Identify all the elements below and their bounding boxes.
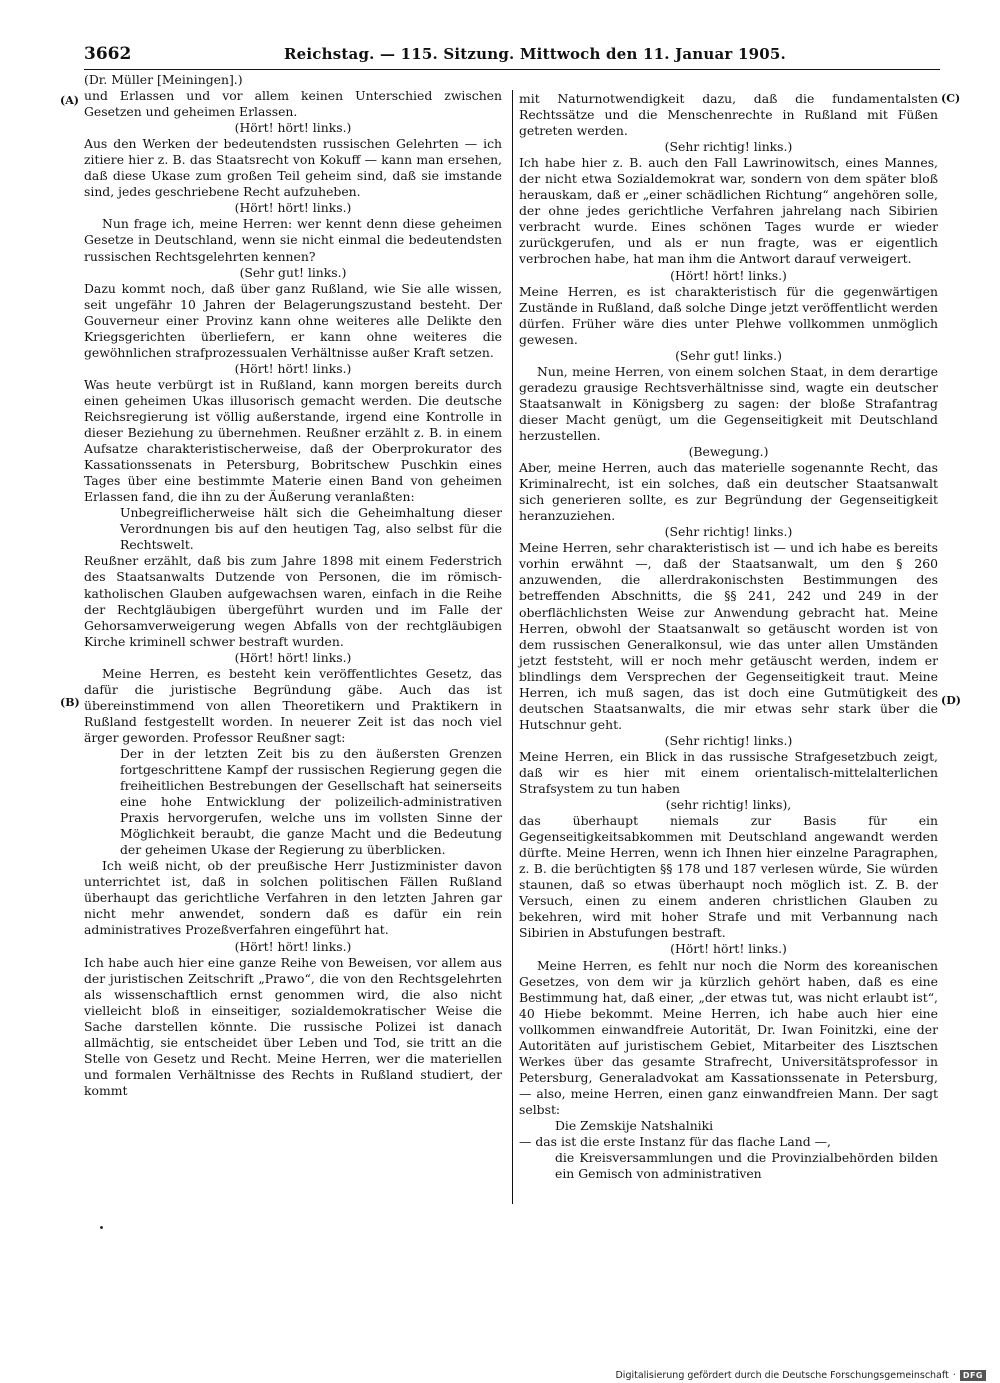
- paragraph: Ich habe auch hier eine ganze Reihe von Beweisen, vor allem aus der juristischen Zeitschrift „Prawo“, die von den Rechtsgelehrten als wissenschaftlich ernst genommen wird, die also nicht vielleicht bloß in einseitiger, sozialdemokratischer Weise die Sache darstellen könnte. Die russische Polizei ist danach allmächtig, sie entscheidet über Leben und Tod, sie tritt an die Stelle von Gesetz und Recht. Meine Herren, wer die materiellen und formalen Verhältnisse des Rechts in Rußland studiert, der kommt: [84, 954, 502, 1098]
- page-number: 3662: [84, 44, 132, 64]
- paragraph: Meine Herren, es fehlt nur noch die Norm des koreanischen Gesetzes, von dem wir ja kürzlich gehört haben, daß es eine Bestimmung hat, daß einer, „der etwas tut, was nicht erlaubt ist“, 40 Hiebe bekommt. Meine Herren, ich habe auch hier eine vollkommen einwandfreie Autorität, Dr. Iwan Foinitzki, eine der Autoritäten auf juristischem Gebiet, Mitarbeiter des Lisztschen Werkes über das gesamte Strafrecht, Universitätsprofessor in Petersburg, Generaladvokat am Kassationssenate in Petersburg, — also, meine Herren, einen ganz einwandfreien Mann. Der sagt selbst:: [519, 957, 938, 1117]
- interjection: (Hört! hört! links.): [234, 649, 352, 665]
- interjection: (Sehr richtig! links.): [664, 732, 793, 748]
- paragraph: Meine Herren, sehr charakteristisch ist — und ich habe es bereits vorhin erwähnt —, daß der Staatsanwalt, um den § 260 anzuwenden, die allerdrakonischsten Bestimmungen des betreffenden Abschnitts, die §§ 241, 242 und 249 in der oberflächlichsten Weise zur Anwendung gebracht hat. Meine Herren, obwohl der Staatsanwalt so getäuscht worden ist von dem russischen Generalkonsul, wie das unter allen Umständen jetzt feststeht, will er noch mehr getäuscht werden, indem er blindlings dem Versprechen der Gegenseitigkeit traut. Meine Herren, ich muß sagen, das ist doch eine Gutmütigkeit des deutschen Staatsanwalts, die mir etwas sehr stark über die Hutschnur geht.: [519, 540, 938, 732]
- dfg-logo: DFG: [960, 1370, 986, 1381]
- interjection: (Bewegung.): [688, 444, 769, 460]
- left-column: [84, 72, 502, 1099]
- paragraph: Reußner erzählt, daß bis zum Jahre 1898 mit einem Federstrich des Staatsanwalts Dutzende von Personen, die im römisch-katholischen Glauben aufgewachsen waren, einfach in die Reihe der Rechtgläubigen übergeführt wurden und im Falle der Gehorsamverweigerung wegen Abfalls von der rechtgläubigen Kirche kriminell schwer bestraft wurden.: [84, 553, 502, 649]
- paragraph: Meine Herren, ein Blick in das russische Strafgesetzbuch zeigt, daß wir es hier mit einem orientalisch-mittelalterlichen Strafsystem zu tun haben: [519, 748, 938, 797]
- paragraph: und Erlassen und vor allem keinen Unterschied zwischen Gesetzen und geheimen Erlassen.: [84, 88, 502, 120]
- interjection: (Sehr richtig! links.): [664, 524, 793, 540]
- quotation: Der in der letzten Zeit bis zu den äußersten Grenzen fortgeschrittene Kampf der russischen Regierung gegen die freiheitlichen Bestrebungen der Gesellschaft hat seinerseits eine hohe Entwicklung der polizeilich-administrativen Praxis hervorgerufen, welche uns im vollsten Sinne der Möglichkeit beraubt, die ganze Macht und die Bedeutung der geheimen Ukase der Regierung zu überblicken.: [120, 745, 502, 858]
- paragraph: Was heute verbürgt ist in Rußland, kann morgen bereits durch einen geheimen Ukas illusorisch gemacht werden. Die deutsche Reichsregierung ist völlig außerstande, irgend eine Kontrolle in dieser Beziehung zu übernehmen. Reußner erzählt z. B. in einem Aufsatze charakteristischerweise, daß der Oberprokurator des Kassationssenats in Petersburg, Bobritschew Puschkin eines Tages über eine bestimmte Materie einen Band von geheimen Erlassen fand, die ihn zu der Äußerung veranlaßten:: [84, 376, 502, 505]
- interjection: (Hört! hört! links.): [234, 120, 352, 136]
- paragraph: Nun frage ich, meine Herren: wer kennt denn diese geheimen Gesetze in Deutschland, wenn sie nicht einmal die bedeutendsten russischen Rechtsgelehrten kennen?: [84, 216, 502, 264]
- interjection: (Hört! hört! links.): [234, 360, 352, 376]
- margin-label-b: (B): [60, 696, 80, 709]
- interjection: (Hört! hört! links.): [670, 267, 787, 283]
- interjection: (sehr richtig! links),: [665, 797, 792, 813]
- margin-label-c: (C): [941, 92, 961, 105]
- footer-text: Digitalisierung gefördert durch die Deutsche Forschungsgemeinschaft: [615, 1370, 949, 1381]
- interjection: (Hört! hört! links.): [234, 200, 352, 216]
- header-title: Reichstag. — 115. Sitzung. Mittwoch den 11. Januar 1905.: [284, 45, 786, 63]
- quotation: die Kreisversammlungen und die Provinzialbehörden bilden ein Gemisch von administrativen: [555, 1150, 938, 1182]
- interjection: (Hört! hört! links.): [670, 941, 787, 957]
- quotation: Die Zemskije Natshalniki: [555, 1118, 714, 1133]
- paragraph: mit Naturnotwendigkeit dazu, daß die fundamentalsten Rechtssätze und die Menschenrechte in Rußland mit Füßen getreten werden.: [519, 91, 938, 139]
- paragraph: das überhaupt niemals zur Basis für ein Gegenseitigkeitsabkommen mit Deutschland angewandt werden dürfte. Meine Herren, wenn ich Ihnen hier einzelne Paragraphen, z. B. die berüchtigten §§ 178 und 187 verlesen würde, Sie würden staunen, daß so etwas überhaupt noch möglich ist. Z. B. der Versuch, einen zu einem anderen christlichen Glauben zu bekehren, wird mit hoher Strafe und mit Verbannung nach Sibirien in Abstufungen bestraft.: [519, 813, 938, 941]
- interjection: (Sehr gut! links.): [675, 347, 782, 363]
- paragraph: Meine Herren, es besteht kein veröffentlichtes Gesetz, das dafür die juristische Begründung gäbe. Auch das ist übereinstimmend von allen Theoretikern und Praktikern in Rußland festgestellt worden. In neuerer Zeit ist das noch viel ärger geworden. Professor Reußner sagt:: [84, 665, 502, 745]
- quotation: Unbegreiflicherweise hält sich die Geheimhaltung dieser Verordnungen bis auf den heutigen Tag, also selbst für die Rechtswelt.: [120, 505, 502, 553]
- running-header: [84, 44, 940, 70]
- interjection: (Sehr gut! links.): [239, 264, 347, 280]
- paragraph: Ich habe hier z. B. auch den Fall Lawrinowitsch, eines Mannes, der nicht etwa Sozialdemokrat war, sondern von dem später bloß herauskam, daß er „einer schädlichen Richtung“ angehören solle, der ohne jedes gerichtliche Verfahren jahrelang nach Sibirien verbracht wurde. Eines schönen Tages wurde er wieder zurückgerufen, und als er nun fragte, was er eigentlich verbrochen habe, hat man ihm die Antwort darauf verweigert.: [519, 155, 938, 267]
- paragraph: Ich weiß nicht, ob der preußische Herr Justizminister davon unterrichtet ist, daß in solchen politischen Fällen Rußland überhaupt das gerichtliche Verfahren in den letzten Jahren gar nicht mehr anwendet, sondern daß es dafür ein rein administratives Prozeßverfahren eingeführt hat.: [84, 858, 502, 938]
- margin-label-a: (A): [60, 94, 79, 107]
- right-column: [519, 91, 938, 1182]
- interjection: (Sehr richtig! links.): [664, 139, 793, 155]
- separator-bullet: ·: [952, 1370, 956, 1381]
- paragraph: Aber, meine Herren, auch das materielle sogenannte Recht, das Kriminalrecht, ist ein solches, daß ein deutscher Staatsanwalt sich generieren sollte, es zur Begründung der Gegenseitigkeit heranzuziehen.: [519, 460, 938, 524]
- header-rule: [84, 69, 940, 70]
- paragraph: Dazu kommt noch, daß über ganz Rußland, wie Sie alle wissen, seit ungefähr 10 Jahren der Belagerungszustand besteht. Der Gouverneur einer Provinz kann ohne weiteres alle Delikte den Kriegsgerichten überliefern, er kann ohne weiteres die gewöhnlichen strafprozessualen Verhältnisse außer Kraft setzen.: [84, 280, 502, 360]
- paragraph: Aus den Werken der bedeutendsten russischen Gelehrten — ich zitiere hier z. B. das Staatsrecht von Kokuff — kann man ersehen, daß diese Ukase zum großen Teil geheim sind, daß sie imstande sind, jedes geschriebene Recht aufzuheben.: [84, 136, 502, 200]
- paragraph: Nun, meine Herren, von einem solchen Staat, in dem derartige geradezu grausige Rechtsverhältnisse sind, wagte ein deutscher Staatsanwalt in Königsberg zu sagen: der bloße Strafantrag dieser Macht genügt, um die Gegenseitigkeit mit Deutschland herzustellen.: [519, 363, 938, 443]
- paragraph: — das ist die erste Instanz für das flache Land —,: [519, 1134, 831, 1150]
- ink-dot: [100, 1226, 103, 1229]
- speaker-label: (Dr. Müller [Meiningen].): [84, 72, 243, 87]
- interjection: (Hört! hört! links.): [234, 938, 352, 954]
- footer-credit: [615, 1370, 986, 1381]
- margin-label-d: (D): [941, 694, 961, 707]
- paragraph: Meine Herren, es ist charakteristisch für die gegenwärtigen Zustände in Rußland, daß solche Dinge jetzt veröffentlicht werden dürfen. Früher wäre dies unter Plehwe vollkommen unmöglich gewesen.: [519, 283, 938, 347]
- column-divider: [512, 90, 513, 1204]
